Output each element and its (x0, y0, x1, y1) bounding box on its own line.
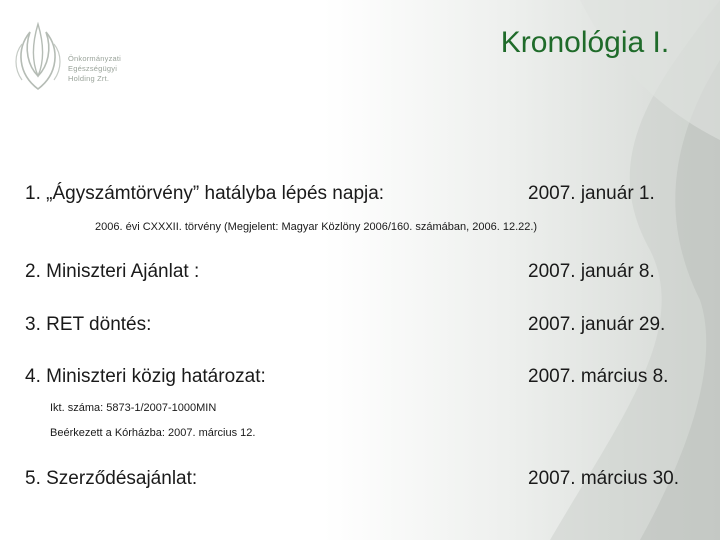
item-1-label: 1. „Ágyszámtörvény” hatályba lépés napja: (25, 183, 385, 204)
received-note: Beérkezett a Kórházba: 2007. március 12. (50, 427, 256, 439)
logo-text (68, 54, 121, 84)
item-2-label: 2. Miniszteri Ajánlat : (25, 261, 200, 282)
item-4-label: 4. Miniszteri közig határozat: (25, 366, 266, 387)
item-1-date: 2007. január 1. (528, 183, 655, 204)
item-4-date: 2007. március 8. (528, 366, 669, 387)
item-5-date: 2007. március 30. (528, 468, 680, 489)
logo-line-2: Egészségügyi (68, 64, 118, 73)
item-5-label: 5. Szerződésajánlat: (25, 468, 198, 489)
logo-line-3: Holding Zrt. (68, 74, 110, 83)
ikt-note: Ikt. száma: 5873-1/2007-1000MIN (50, 402, 217, 414)
page-title: Kronológia I. (500, 26, 670, 59)
item-3-label: 3. RET döntés: (25, 314, 152, 335)
logo-line-1: Önkormányzati (68, 54, 122, 63)
item-3-date: 2007. január 29. (528, 314, 666, 335)
item-2-date: 2007. január 8. (528, 261, 655, 282)
law-note: 2006. évi CXXXII. törvény (Megjelent: Magyar Közlöny 2006/160. számában, 2006. 12.22.) (95, 221, 538, 233)
holding-logo-icon (8, 14, 68, 94)
